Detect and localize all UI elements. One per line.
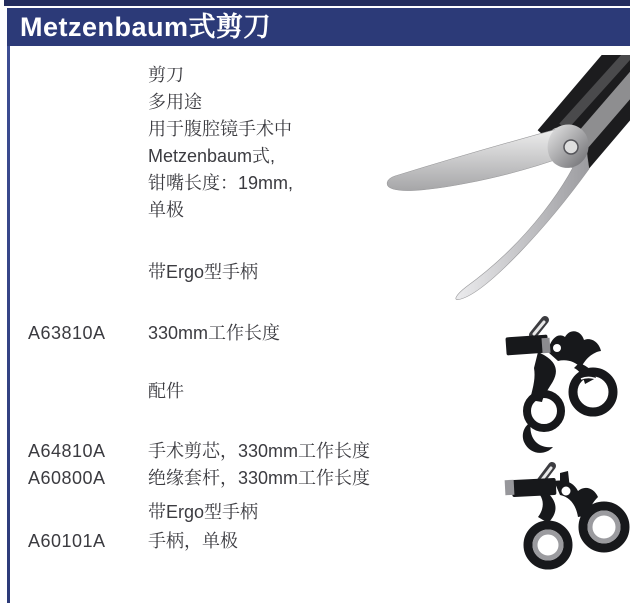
ergo-handle-label: 带Ergo型手柄 [148,502,259,522]
description-line: 钳嘴长度：19mm, [148,173,294,193]
description-line: Metzenbaum式, [148,146,276,166]
ergo-handle-label: 带Ergo型手柄 [148,262,259,282]
product-desc: 330mm工作长度 [148,323,281,343]
ergo-handle-icon [486,308,630,458]
product-code: A60800A [28,468,106,488]
scissors-tip-photo [330,55,630,310]
product-desc: 手柄，单极 [148,531,238,551]
product-desc: 手术剪芯，330mm工作长度 [148,441,371,461]
description-line: 剪刀 [148,65,184,85]
description-line: 多用途 [148,92,202,112]
monopolar-handle-icon-svg [482,457,630,582]
accessories-label: 配件 [148,381,184,401]
product-code: A63810A [28,323,106,343]
page-title: Metzenbaum式剪刀 [20,12,272,42]
top-border-strip [4,0,630,6]
description-line: 单极 [148,200,184,220]
monopolar-handle-icon [482,457,630,582]
product-desc: 绝缘套杆，330mm工作长度 [148,468,371,488]
product-code: A60101A [28,531,106,551]
page-header [7,8,630,46]
product-description [148,62,293,224]
scissors-tip-photo-svg [330,55,630,310]
product-code: A64810A [28,441,106,461]
description-line: 用于腹腔镜手术中 [148,119,292,139]
ergo-handle-icon-svg [486,308,630,458]
